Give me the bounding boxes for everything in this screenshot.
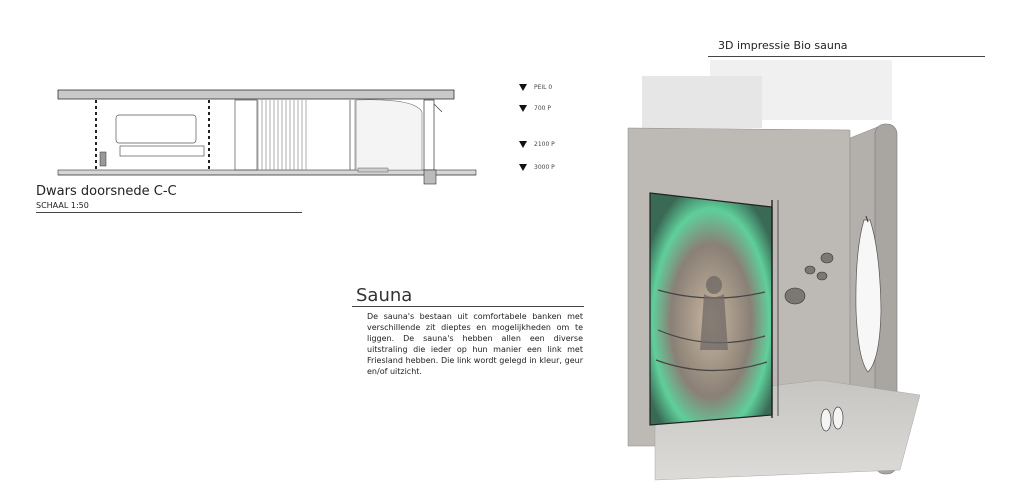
- section-title: Dwars doorsnede C-C: [36, 184, 177, 199]
- section-scale: SCHAAL 1:50: [36, 201, 89, 210]
- level-marker: [519, 141, 555, 148]
- impression-divider: [708, 56, 985, 57]
- level-triangle-icon: [519, 141, 527, 148]
- level-triangle-icon: [519, 84, 527, 91]
- level-label: PEIL 0: [534, 84, 553, 91]
- level-triangle-icon: [519, 164, 527, 171]
- level-marker: [519, 105, 551, 112]
- level-label: 2100 P: [534, 141, 555, 148]
- section-divider: [36, 212, 302, 213]
- impression-title: 3D impressie Bio sauna: [718, 39, 848, 52]
- level-marker: [519, 84, 552, 91]
- sauna-description: De sauna's bestaan uit comfortabele banken met verschillende zit dieptes en mogelijkheden om te liggen. De sauna's hebben allen een diverse uitstraling die ieder op hun manier een link met Friesland hebben. Die link wordt gelegd in kleur, geur en/of uitzicht.: [367, 312, 583, 376]
- sauna-3d-render: [600, 60, 930, 485]
- sauna-divider: [352, 306, 584, 307]
- level-label: 3000 P: [534, 164, 555, 171]
- level-marker: [519, 164, 555, 171]
- sauna-heading: Sauna: [356, 285, 413, 306]
- cross-section-drawing: [50, 82, 480, 192]
- level-label: 700 P: [534, 105, 551, 112]
- level-triangle-icon: [519, 105, 527, 112]
